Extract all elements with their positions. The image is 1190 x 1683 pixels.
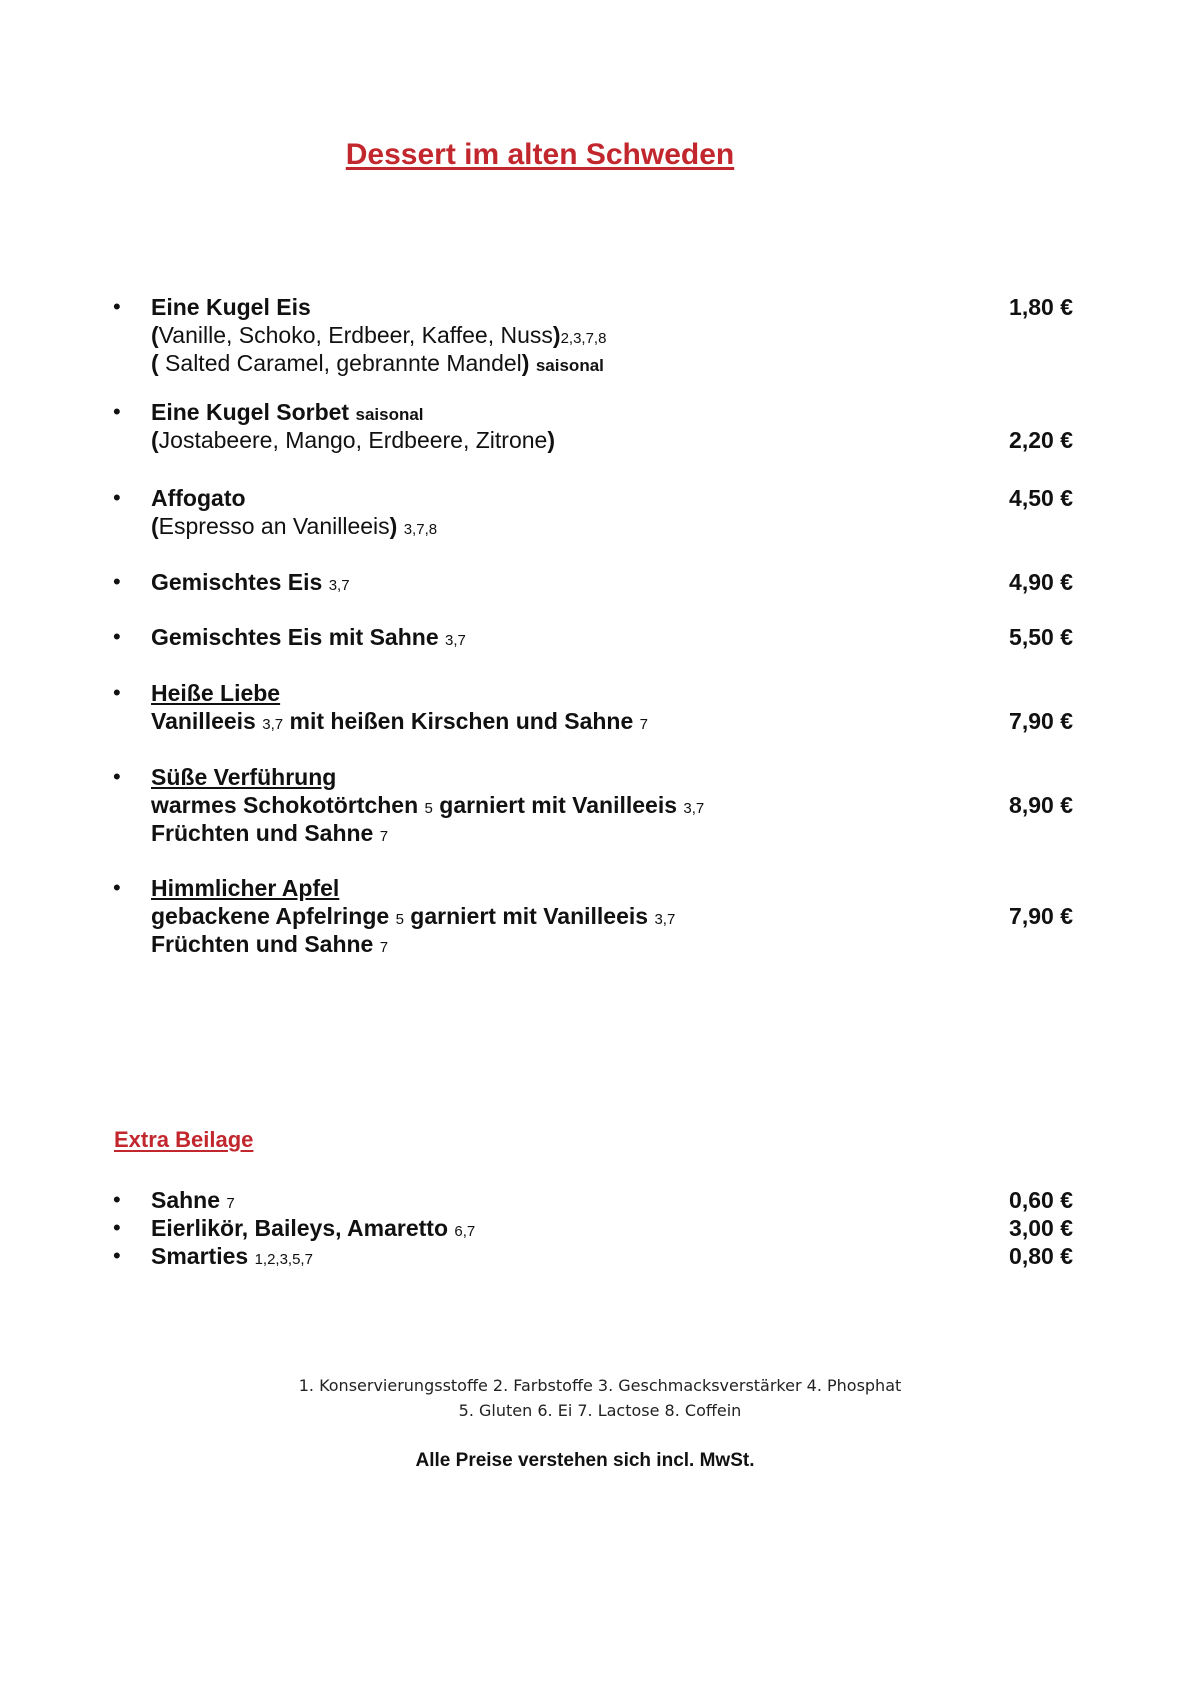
allergen-legend — [0, 1373, 1190, 1423]
bullet: • — [113, 875, 121, 900]
menu-item: • Eine Kugel Sorbet saisonal (Jostabeere, Mango, Erdbeere, Zitrone) 2,20 € — [113, 399, 1073, 453]
allergen-codes: 2,3,7,8 — [560, 330, 607, 347]
menu-item — [113, 763, 1073, 853]
allergen-codes: 3,7 — [654, 911, 676, 928]
allergen-legend-line: 1. Konservierungsstoffe 2. Farbstoffe 3. Geschmacksverstärker 4. Phosphat — [298, 1376, 902, 1395]
bullet: • — [113, 485, 121, 510]
seasonal-note: saisonal — [535, 356, 604, 375]
menu-item: • Affogato (Espresso an Vanilleeis) 3,7,8 4,50 € — [113, 485, 1073, 539]
item-price: 0,60 € — [1009, 1187, 1073, 1213]
extra-item — [113, 1214, 1073, 1242]
allergen-codes: 7 — [379, 939, 389, 956]
item-price: 7,90 € — [1009, 708, 1073, 734]
extras-title: Extra Beilage — [114, 1127, 254, 1152]
item-name: Gemischtes Eis — [151, 569, 323, 595]
item-description: mit heißen Kirschen und Sahne — [289, 708, 634, 734]
allergen-codes: 3,7 — [445, 632, 466, 649]
item-description: Früchten und Sahne — [151, 931, 374, 957]
item-description: gebackene Apfelringe — [151, 903, 390, 929]
item-description: Vanille, Schoko, Erdbeer, Kaffee, Nuss — [158, 322, 553, 348]
item-name: Eine Kugel Sorbet — [151, 399, 350, 425]
extra-item — [113, 1242, 1073, 1270]
menu-item — [113, 568, 1073, 598]
bullet: • — [113, 764, 121, 789]
item-name: Heiße Liebe — [151, 680, 281, 706]
item-description: Salted Caramel, gebrannte Mandel — [158, 350, 522, 376]
item-price: 1,80 € — [1009, 294, 1073, 320]
menu-item: • Eine Kugel Eis (Vanille, Schoko, Erdbeer, Kaffee, Nuss)2,3,7,8 ( Salted Caramel, gebrannte Mandel) saisonal 1,80 € — [113, 294, 1073, 376]
seasonal-note: saisonal — [355, 405, 424, 424]
item-description: Espresso an Vanilleeis — [158, 513, 390, 539]
bullet: • — [113, 624, 121, 649]
bullet: • — [113, 680, 121, 705]
item-name: Süße Verführung — [151, 764, 337, 790]
bullet: • — [113, 569, 121, 594]
item-name: Affogato — [151, 485, 246, 511]
tax-note: Alle Preise verstehen sich incl. MwSt. — [415, 1450, 755, 1471]
bullet: • — [113, 1187, 121, 1212]
item-description: Früchten und Sahne — [151, 820, 374, 846]
item-name: Eierlikör, Baileys, Amaretto — [151, 1215, 449, 1241]
bullet: • — [113, 1243, 121, 1268]
allergen-codes: 5 — [395, 911, 404, 928]
item-name: Gemischtes Eis mit Sahne — [151, 624, 439, 650]
item-description: warmes Schokotörtchen — [151, 792, 419, 818]
allergen-legend-line: 5. Gluten 6. Ei 7. Lactose 8. Coffein — [458, 1401, 742, 1420]
allergen-codes: 7 — [379, 828, 389, 845]
allergen-codes: 3,7,8 — [403, 521, 438, 538]
item-price: 5,50 € — [1009, 624, 1073, 650]
allergen-codes: 3,7 — [328, 577, 350, 594]
page-title: Dessert im alten Schweden — [345, 138, 735, 171]
item-price: 8,90 € — [1009, 792, 1073, 818]
item-name: Smarties — [151, 1243, 249, 1269]
item-price: 3,00 € — [1009, 1215, 1073, 1241]
menu-item — [113, 623, 1073, 653]
bullet: • — [113, 1215, 121, 1240]
extra-item — [113, 1186, 1073, 1214]
bullet: • — [113, 294, 121, 319]
menu-item — [113, 874, 1073, 964]
item-price: 4,90 € — [1009, 569, 1073, 595]
allergen-codes: 3,7 — [262, 716, 284, 733]
allergen-codes: 3,7 — [683, 800, 705, 817]
item-price: 2,20 € — [1009, 427, 1073, 453]
allergen-codes: 6,7 — [454, 1223, 476, 1240]
allergen-codes: 7 — [639, 716, 649, 733]
bullet: • — [113, 399, 121, 424]
item-description: garniert mit Vanilleeis — [439, 792, 678, 818]
item-price: 4,50 € — [1009, 485, 1073, 511]
item-name: Himmlicher Apfel — [151, 875, 340, 901]
item-name: Sahne — [151, 1187, 221, 1213]
item-description: Vanilleeis — [151, 708, 256, 734]
allergen-codes: 1,2,3,5,7 — [254, 1251, 313, 1268]
item-price: 7,90 € — [1009, 903, 1073, 929]
item-price: 0,80 € — [1009, 1243, 1073, 1269]
allergen-codes: 7 — [226, 1195, 235, 1212]
item-description: Jostabeere, Mango, Erdbeere, Zitrone — [158, 427, 548, 453]
allergen-codes: 5 — [424, 800, 433, 817]
menu-item — [113, 679, 1073, 739]
item-description: garniert mit Vanilleeis — [410, 903, 649, 929]
item-name: Eine Kugel Eis — [151, 294, 311, 320]
